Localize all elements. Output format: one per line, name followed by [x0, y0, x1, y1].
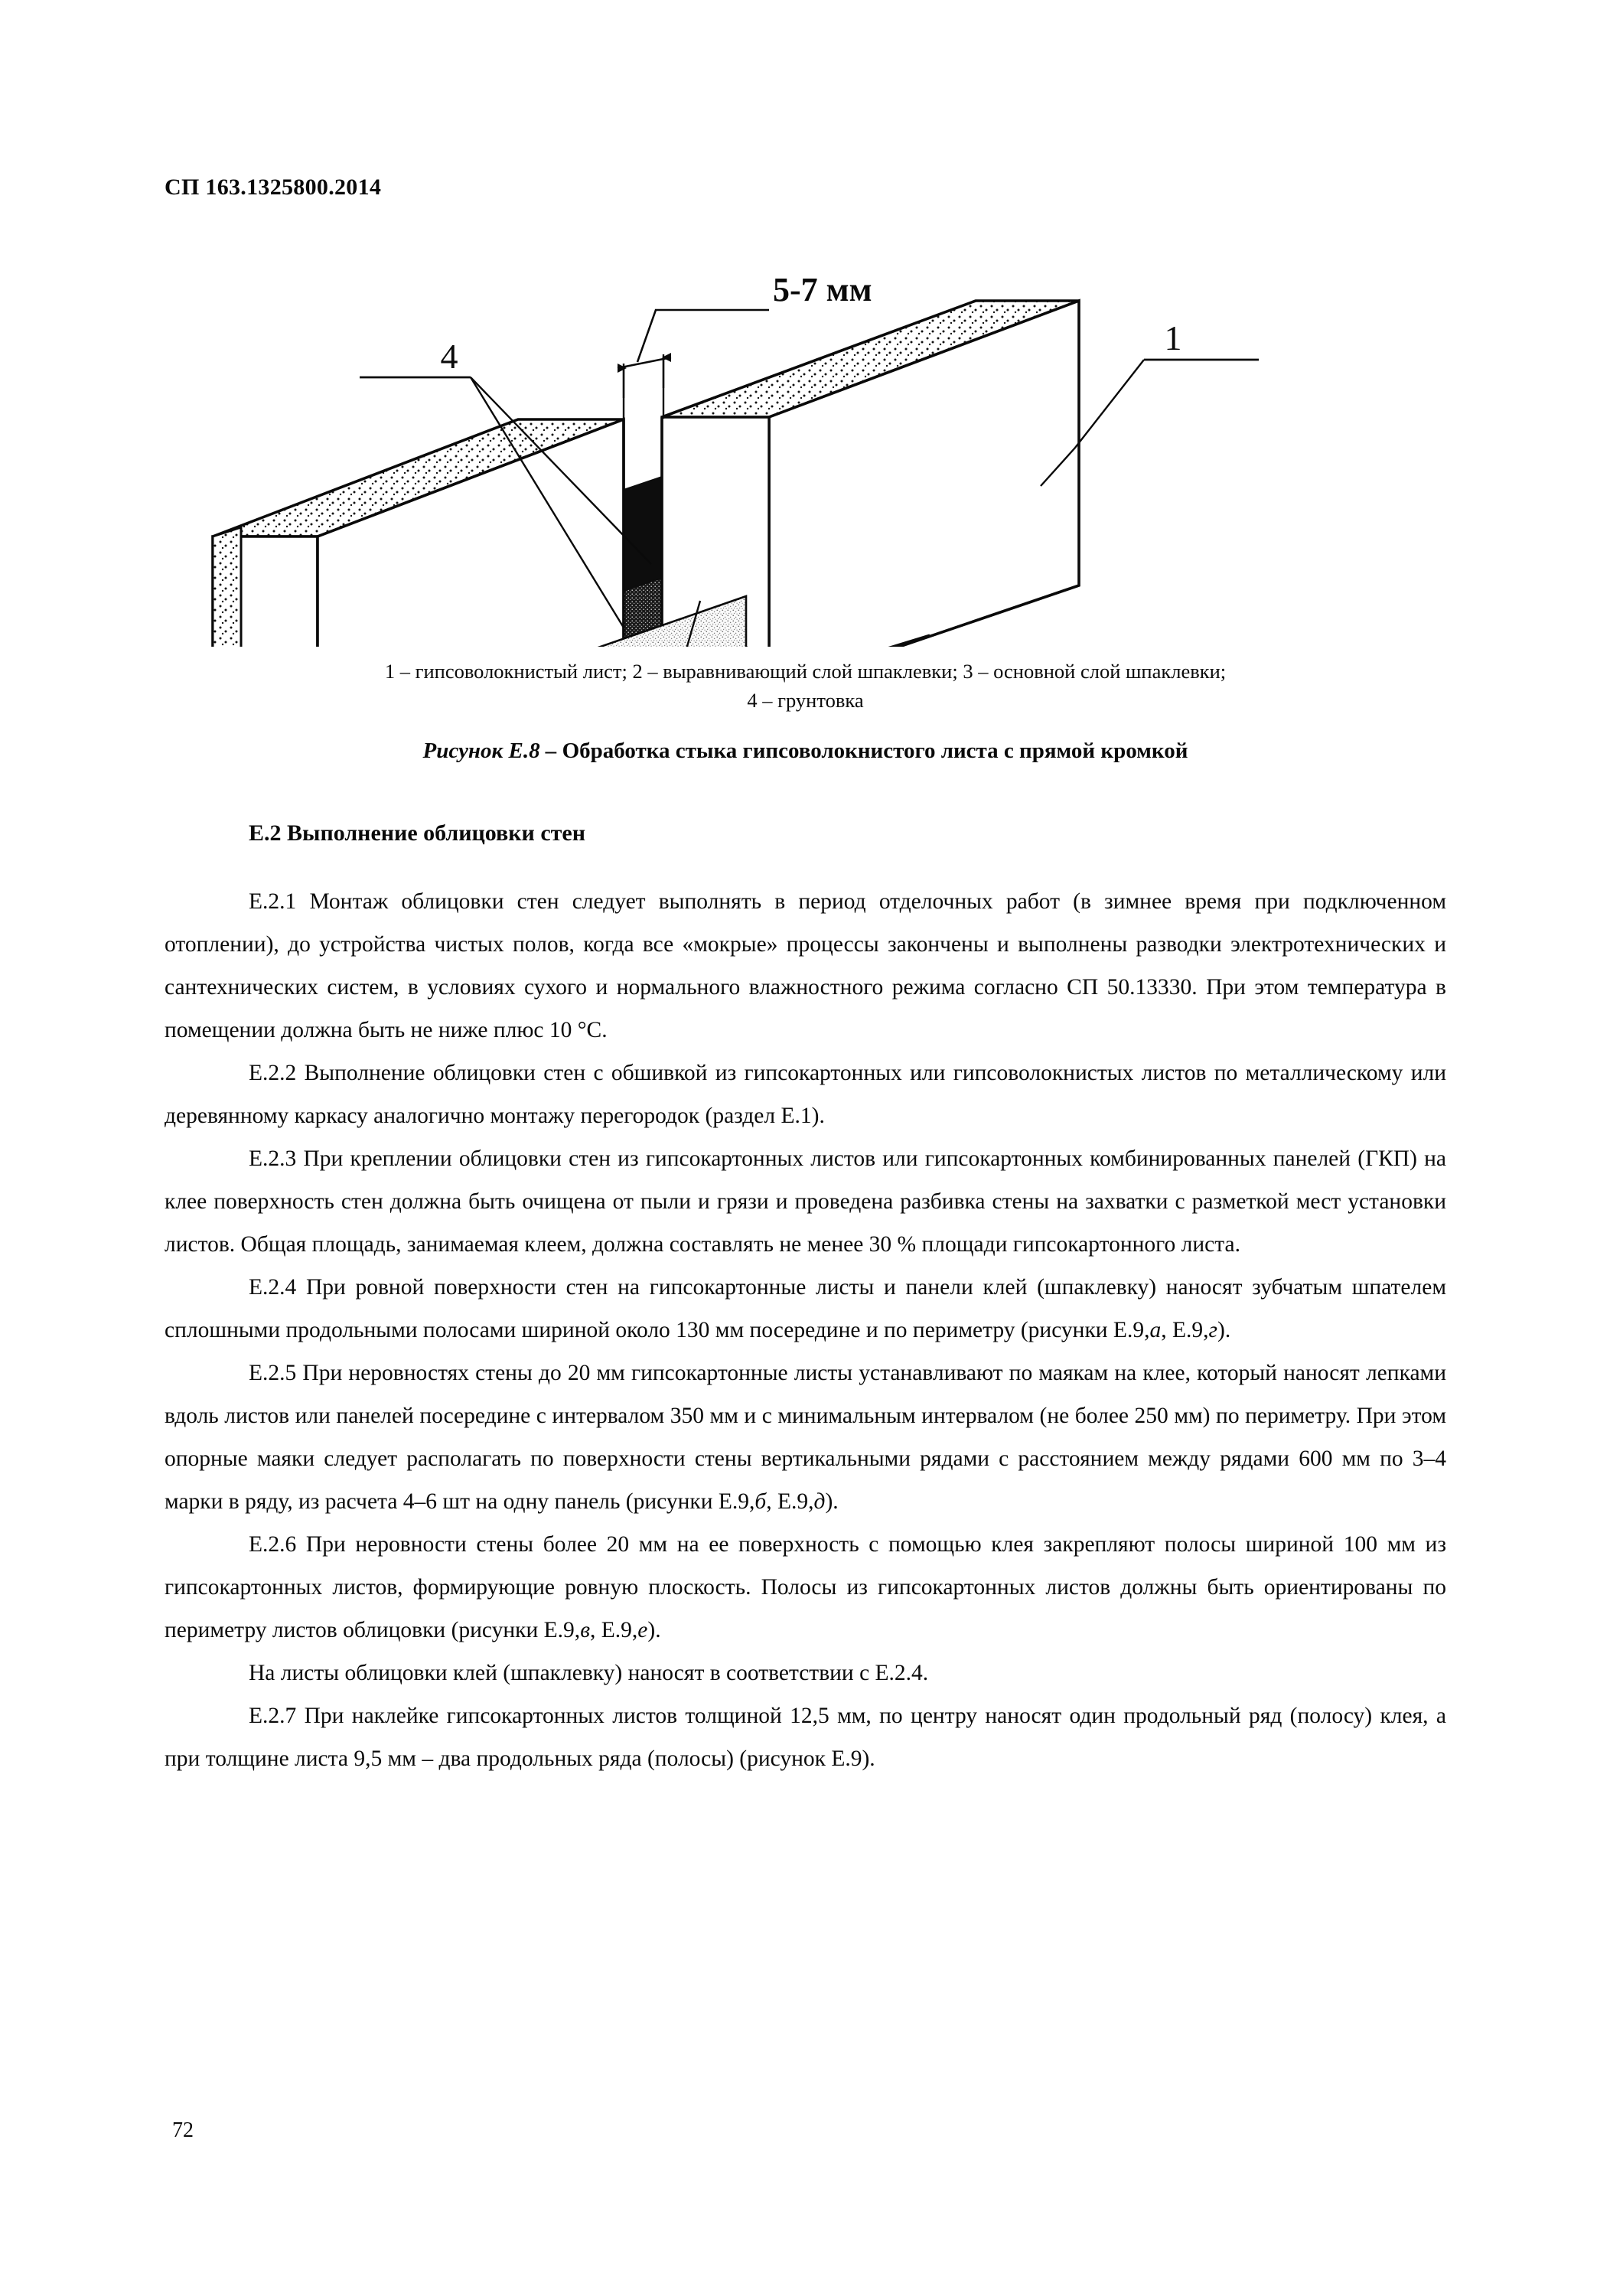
paragraph-e2-5-text-a: Е.2.5 При неровностях стены до 20 мм гипсокартонные листы устанавливают по маякам на клее, который наносят лепками вдоль листов или панелей посередине с интервалом 350 мм и с минимальным интервалом (не более 250 мм) по периметру. При этом опорные маяки следует располагать по поверхности стены вертикальными рядами с расстоянием между рядами 600 мм по 3–4 марки в ряду, из расчета 4–6 шт на одну панель (рисунки Е.9, [165, 1361, 1446, 1514]
paragraph-e2-6-note: На листы облицовки клей (шпаклевку) наносят в соответствии с Е.2.4. [249, 1661, 929, 1685]
paragraph-e2-7: Е.2.7 При наклейке гипсокартонных листов толщиной 12,5 мм, по центру наносят один продольный ряд (полосу) клея, а при толщине листа 9,5 мм – два продольных ряда (полосы) (рисунок Е.9). [165, 1704, 1446, 1771]
document-header: СП 163.1325800.2014 [165, 174, 382, 200]
figure-legend-line-1: 1 – гипсоволокнистый лист; 2 – выравнивающий слой шпаклевки; 3 – основной слой шпаклевки; [384, 660, 1227, 683]
figure-caption [165, 736, 1446, 766]
figure-callout-4: 4 [440, 337, 458, 376]
paragraph-e2-2: Е.2.2 Выполнение облицовки стен с обшивкой из гипсокартонных или гипсоволокнистых листов по металлическому или деревянному каркасу аналогично монтажу перегородок (раздел Е.1). [165, 1061, 1446, 1128]
paragraph-e2-4-ref-g: г [1208, 1318, 1218, 1342]
figure-caption-title: Обработка стыка гипсоволокнистого листа с прямой кромкой [562, 739, 1188, 764]
figure-legend [165, 657, 1446, 715]
paragraph-e2-6-text-c: ). [647, 1618, 661, 1642]
paragraph-e2-6-ref-e: е [637, 1618, 648, 1642]
paragraph-e2-4 [165, 1266, 1446, 1352]
paragraph-e2-5-text-c: ). [825, 1489, 839, 1514]
paragraph-e2-6-text-a: Е.2.6 При неровности стены более 20 мм на ее поверхность с помощью клея закрепляют полосы шириной 100 мм из гипсокартонных листов, формирующие ровную плоскость. Полосы из гипсокартонных листов должны быть ориентированы по периметру листов облицовки (рисунки Е.9, [165, 1532, 1446, 1642]
paragraph-e2-5 [165, 1352, 1446, 1523]
paragraph-e2-6-ref-v: в [580, 1618, 590, 1642]
page-number: 72 [172, 2118, 194, 2142]
paragraph-e2-4-text-c: ). [1217, 1318, 1231, 1342]
figure-legend-line-2: 4 – грунтовка [747, 688, 864, 712]
paragraph-e2-6 [165, 1523, 1446, 1652]
paragraph-e2-4-ref-a: а [1149, 1318, 1162, 1342]
paragraph-e2-4-text-a: Е.2.4 При ровной поверхности стен на гипсокартонные листы и панели клей (шпаклевку) наносят зубчатым шпателем сплошными продольными полосами шириной около 130 мм посередине и по периметру (рисунки Е.9, [165, 1275, 1446, 1342]
paragraph-e2-1: Е.2.1 Монтаж облицовки стен следует выполнять в период отделочных работ (в зимнее время при подключенном отоплении), до устройства чистых полов, когда все «мокрые» процессы закончены и выполнены разводки электротехнических и сантехнических систем, в условиях сухого и нормального влажностного режима согласно СП 50.13330. При этом температура в помещении должна быть не ниже плюс 10 °С. [165, 889, 1446, 1042]
section-heading-e2: Е.2 Выполнение облицовки стен [249, 820, 585, 846]
figure-e8 [165, 218, 1446, 766]
figure-drawing [165, 218, 1446, 647]
paragraph-e2-3: Е.2.3 При креплении облицовки стен из гипсокартонных листов или гипсокартонных комбинированных панелей (ГКП) на клее поверхность стен должна быть очищена от пыли и грязи и проведена разбивка стены на захватки с разметкой мест установки листов. Общая площадь, занимаемая клеем, должна составлять не менее 30 % площади гипсокартонного листа. [165, 1146, 1446, 1257]
paragraph-e2-4-text-b: , Е.9, [1161, 1318, 1209, 1342]
figure-caption-number: Рисунок Е.8 – [422, 739, 562, 764]
paragraph-e2-5-text-b: , Е.9, [766, 1489, 814, 1514]
paragraph-e2-5-ref-d: д [813, 1489, 826, 1514]
figure-callout-1: 1 [1164, 318, 1182, 357]
body-text [165, 880, 1446, 1780]
figure-dimension-label: 5-7 мм [773, 271, 872, 308]
paragraph-e2-5-ref-b: б [754, 1489, 767, 1514]
paragraph-e2-6-text-b: , Е.9, [590, 1618, 638, 1642]
